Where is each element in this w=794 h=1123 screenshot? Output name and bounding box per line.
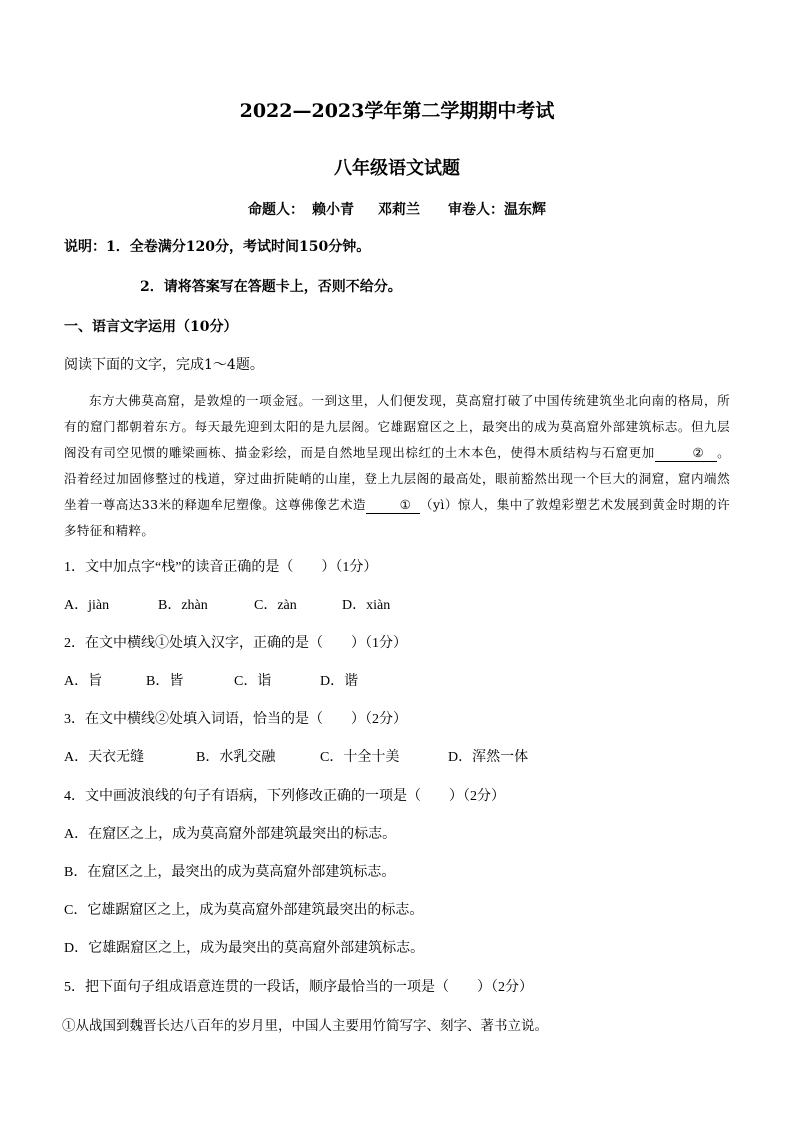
- option: A．天衣无缝: [64, 750, 145, 765]
- option: D．浑然一体: [448, 750, 529, 765]
- option: D．谐: [320, 674, 359, 689]
- question-3-options: [64, 746, 528, 766]
- author-2: 邓莉兰: [378, 202, 420, 218]
- question-4-option-c: C．它雄踞窟区之上，成为莫高窟外部建筑最突出的标志。: [64, 903, 424, 918]
- option: B．zhàn: [158, 598, 208, 613]
- option: C．zàn: [254, 598, 297, 613]
- passage-part-3: 惊人，集中了敦煌彩塑艺术发展到黄金时期的许多特征和精粹。: [64, 497, 730, 538]
- authors-label: 命题人：: [248, 202, 304, 218]
- section-heading: 一、语言文字运用（10分）: [64, 319, 238, 335]
- passage-part-2: 。沿着经过加固修整过的栈道，穿过曲折陡峭的山崖，登上九层阁的最高处，眼前豁然出现一个巨大的洞窟，窟内端然坐着一尊高达33米的释迦牟尼塑像。这尊佛像艺术造: [64, 445, 730, 512]
- reviewer-label: 审卷人：: [448, 202, 504, 218]
- section-instruction: 阅读下面的文字，完成1～4题。: [64, 357, 264, 373]
- question-2-options: [64, 670, 358, 690]
- question-4: 4．文中画波浪线的句子有语病，下列修改正确的一项是（ ）（2分）: [64, 789, 505, 804]
- question-1-options: [64, 594, 390, 614]
- option: D．xiàn: [342, 598, 391, 613]
- pinyin-hint: （yì）: [419, 497, 458, 512]
- option: B．皆: [146, 674, 184, 689]
- option: C．诣: [234, 674, 272, 689]
- question-4-option-a: A．在窟区之上，成为莫高窟外部建筑最突出的标志。: [64, 827, 397, 842]
- question-1: 1．文中加点字“栈”的读音正确的是（ ）（1分）: [64, 560, 378, 575]
- option: A．旨: [64, 674, 103, 689]
- reading-passage: [64, 388, 730, 544]
- option: C．十全十美: [320, 750, 400, 765]
- option: A．jiàn: [64, 598, 110, 613]
- authors-line: [0, 199, 794, 219]
- passage-part-1: 东方大佛莫高窟，是敦煌的一项金冠。一到这里，人们便发现，莫高窟打破了中国传统建筑坐北向南的格局，所有的窟门都朝着东方。每天最先迎到太阳的是九层阁。它雄踞窟区之上，最突出的成为莫高窟外部建筑标志。但九层阁没有司空见惯的雕梁画栋、描金彩绘，而是自然地呈现出棕红的土木本色，使得木质结构与石窟更加: [64, 393, 730, 460]
- blank-1: ①: [366, 497, 420, 514]
- option: B．水乳交融: [196, 750, 276, 765]
- question-4-option-b: B．在窟区之上，最突出的成为莫高窟外部建筑标志。: [64, 865, 396, 880]
- blank-2: ②: [655, 445, 717, 462]
- question-2: 2．在文中横线①处填入汉字，正确的是（ ）（1分）: [64, 636, 407, 651]
- note-line-2: 2．请将答案写在答题卡上，否则不给分。: [140, 279, 402, 295]
- question-3: 3．在文中横线②处填入词语，恰当的是（ ）（2分）: [64, 712, 407, 727]
- exam-title: 2022—2023学年第二学期期中考试: [239, 100, 555, 122]
- question-4-option-d: D．它雄踞窟区之上，成为最突出的莫高窟外部建筑标志。: [64, 941, 425, 956]
- question-5-sentence-1: ①从战国到魏晋长达八百年的岁月里，中国人主要用竹简写字、刻字、著书立说。: [62, 1018, 548, 1033]
- exam-subtitle: 八年级语文试题: [334, 158, 460, 179]
- reviewer: 温东辉: [504, 202, 546, 218]
- question-5: 5．把下面句子组成语意连贯的一段话，顺序最恰当的一项是（ ）（2分）: [64, 980, 533, 995]
- note-line-1: 说明：1．全卷满分120分，考试时间150分钟。: [64, 239, 371, 255]
- author-1: 赖小青: [312, 202, 354, 218]
